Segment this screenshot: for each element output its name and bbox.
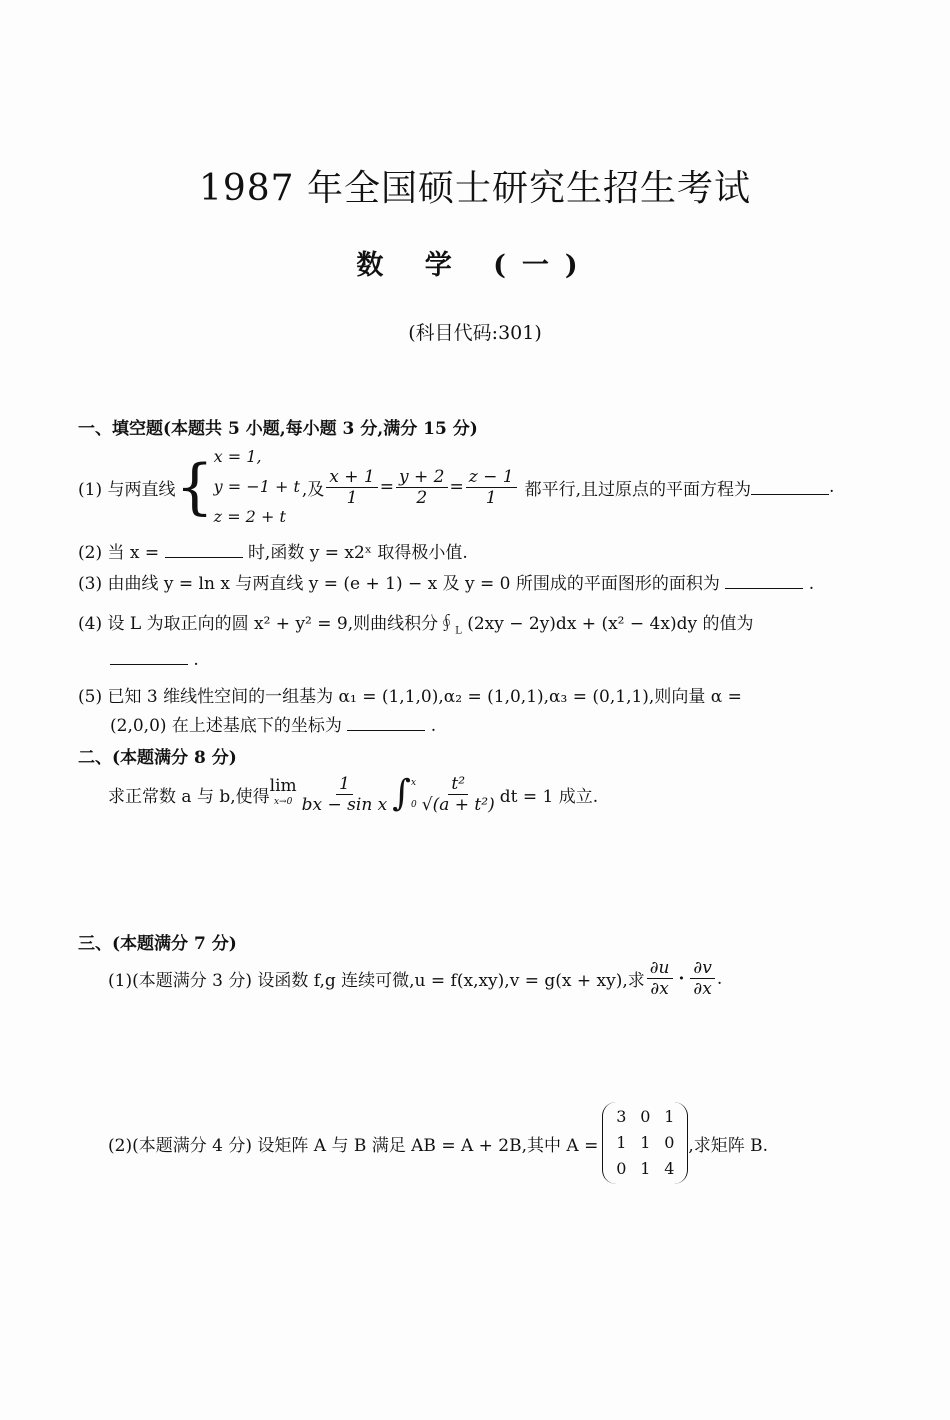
answer-blank-1 [751, 480, 829, 495]
section-2-problem [108, 772, 598, 816]
q4-sub: L [455, 625, 462, 637]
matrix-cell: 1 [640, 1159, 651, 1178]
section-3-heading: 三、(本题满分 7 分) [78, 934, 237, 954]
s2-f-num: 1 [336, 774, 353, 795]
q5-end: . [430, 716, 437, 736]
q1-fraction-3 [466, 467, 517, 508]
matrix-cell: 1 [664, 1107, 675, 1126]
section-3-part-1 [108, 958, 722, 999]
s2-g-num: t² [448, 774, 468, 795]
q4-expr: (2xy − 2y)dx + (x² − 4x)dy 的值为 [467, 614, 754, 634]
brace-symbol: { [175, 452, 214, 522]
s2-int-upper: x [411, 778, 417, 788]
s2-prefix: 求正常数 a 与 b,使得 [108, 786, 270, 807]
f1-num: x + 1 [326, 467, 377, 488]
s2-lim: lim [269, 776, 297, 796]
q1-end: . [828, 477, 835, 497]
f1-den: 1 [346, 487, 358, 508]
q3-text: (3) 由曲线 y = ln x 与两直线 y = (e + 1) − x 及 y = 0 所围成的平面图形的面积为 [78, 574, 720, 594]
q2-prefix: (2) 当 x = [78, 543, 160, 563]
q1-suffix: 都平行,且过原点的平面方程为 [524, 479, 751, 500]
question-4-blank-line [110, 650, 199, 670]
q3-end: . [808, 574, 815, 594]
q1-mid: ,及 [301, 479, 325, 500]
f3-num: z − 1 [466, 467, 517, 488]
partial-v-x [690, 958, 714, 999]
f2-den: 2 [416, 487, 428, 508]
matrix-cell: 1 [640, 1133, 651, 1152]
question-5: (5) 已知 3 维线性空间的一组基为 α₁ = (1,1,0),α₂ = (1,0,1),α₃ = (0,1,1),则向量 α = [78, 687, 742, 707]
q4-end: . [193, 650, 199, 670]
dot-operator: · [678, 968, 685, 989]
question-5-line2 [110, 711, 436, 736]
s3p1-text: (1)(本题满分 3 分) 设函数 f,g 连续可微,u = f(x,xy),v = g(x + xy),求 [108, 971, 645, 991]
matrix-a [602, 1102, 688, 1184]
answer-blank-2 [165, 543, 243, 558]
matrix-cell: 1 [616, 1133, 627, 1152]
section-1-heading: 一、填空题(本题共 5 小题,每小题 3 分,满分 15 分) [78, 419, 478, 439]
s3p2-end: ,求矩阵 B. [688, 1135, 769, 1156]
answer-blank-3 [725, 574, 803, 589]
question-4 [78, 609, 753, 636]
q4-text: (4) 设 L 为取正向的圆 x² + y² = 9,则曲线积分∮ [78, 614, 456, 634]
matrix-cell: 0 [664, 1133, 675, 1152]
s3p2-text: (2)(本题满分 4 分) 设矩阵 A 与 B 满足 AB = A + 2B,其中 A = [108, 1135, 599, 1156]
d2-den: ∂x [693, 979, 712, 999]
s3p1-end: . [716, 968, 723, 989]
q2-suffix: 时,函数 y = x2ˣ 取得极小值. [247, 543, 468, 563]
f2-num: y + 2 [396, 467, 447, 488]
s2-lim-sub: x→0 [273, 797, 293, 807]
integral-sign: ∫ x 0 [392, 773, 417, 814]
question-3 [78, 569, 814, 594]
s2-f-den: bx − sin x [301, 794, 388, 815]
line-system [214, 442, 300, 532]
q5-line2: (2,0,0) 在上述基底下的坐标为 [110, 716, 342, 736]
q1-line-a: x = 1, [213, 447, 262, 466]
matrix-cell: 0 [616, 1159, 627, 1178]
matrix-cell: 0 [640, 1107, 651, 1126]
s2-suffix: dt = 1 成立. [499, 786, 599, 807]
s2-fraction-2 [419, 774, 498, 815]
section-2-heading: 二、(本题满分 8 分) [78, 748, 237, 768]
s2-g-den: √(a + t²) [421, 794, 495, 815]
question-1: (1) 与两直线 { x = 1, y = −1 + t z = 2 + t ,及 $\frac{x + 1}{1}$ = $\frac{y + 2}{2}$ = $\frac{z - 1}{1}$ 都平行,且过原点的平面方程为 . [78, 442, 834, 532]
q1-line-c: z = 2 + t [213, 507, 286, 526]
matrix-cell: 4 [664, 1159, 675, 1178]
s2-fraction-1 [299, 774, 391, 815]
matrix-cell: 3 [616, 1107, 627, 1126]
f3-den: 1 [485, 487, 497, 508]
q1-fraction-1 [326, 467, 377, 508]
answer-blank-5 [347, 716, 425, 731]
limit-operator [270, 778, 297, 810]
partial-u-x [647, 958, 673, 999]
d1-num: ∂u [647, 958, 673, 979]
q1-line-b: y = −1 + t [213, 477, 300, 496]
q1-fraction-2 [396, 467, 447, 508]
d1-den: ∂x [650, 979, 669, 999]
subject-code: (科目代码:301) [408, 322, 542, 344]
section-3-part-2 [108, 1102, 768, 1184]
answer-blank-4 [110, 650, 188, 665]
d2-num: ∂v [690, 958, 714, 979]
q1-prefix: (1) 与两直线 [78, 479, 176, 500]
question-2 [78, 538, 468, 563]
page-subtitle: 数 学 (一) [356, 250, 594, 281]
s2-int-lower: 0 [411, 800, 417, 810]
page-title: 1987 年全国硕士研究生招生考试 [198, 168, 752, 209]
